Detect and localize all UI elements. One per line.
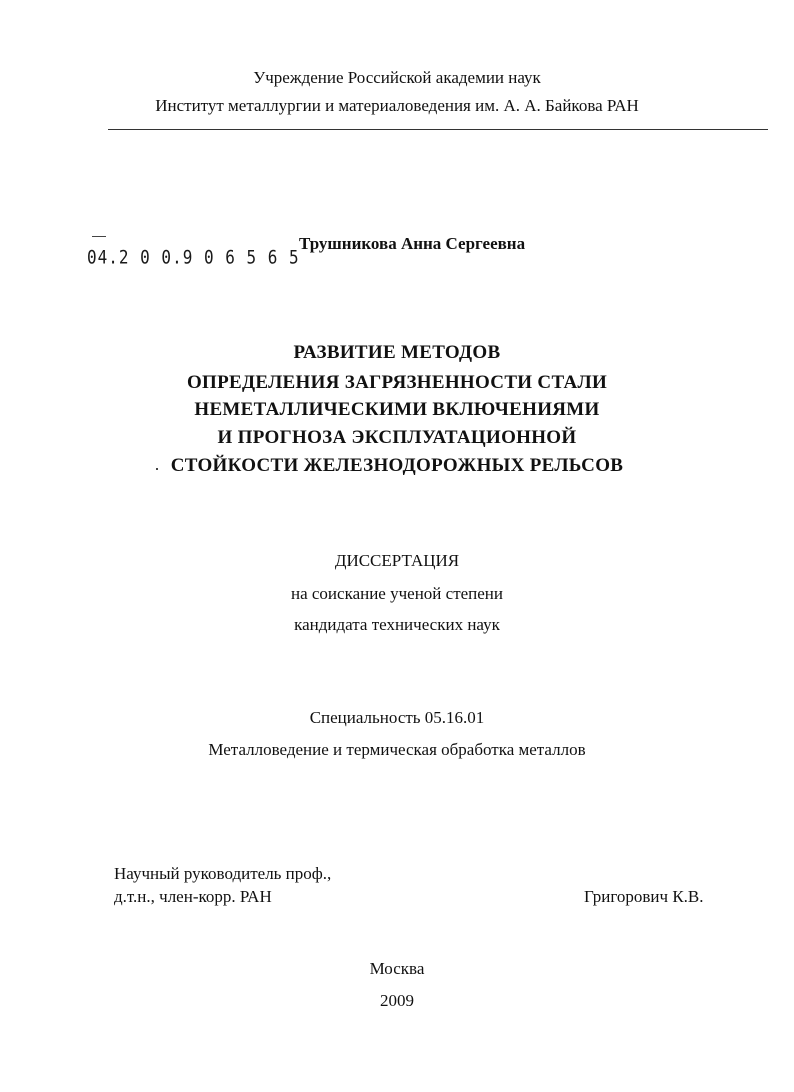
header-divider bbox=[108, 129, 768, 130]
title-line-5: СТОЙКОСТИ ЖЕЛЕЗНОДОРОЖНЫХ РЕЛЬСОВ bbox=[170, 455, 624, 476]
title-line-4: И ПРОГНОЗА ЭКСПЛУАТАЦИОННОЙ bbox=[217, 427, 577, 448]
supervisor-name: Григорович К.В. bbox=[584, 887, 704, 906]
institution-line-1: Учреждение Российской академии наук bbox=[253, 68, 541, 87]
title-line-1: РАЗВИТИЕ МЕТОДОВ bbox=[293, 342, 501, 363]
work-type-label: ДИССЕРТАЦИЯ bbox=[334, 551, 460, 570]
archive-stamp-number: 04.2 0 0.9 0 6 5 6 5 bbox=[87, 246, 300, 268]
specialty-code: Специальность 05.16.01 bbox=[309, 708, 485, 727]
institution-line-2: Институт металлургии и материаловедения им. А. А. Байкова РАН bbox=[155, 96, 639, 115]
supervisor-title-line-2: д.т.н., член-корр. РАН bbox=[114, 887, 272, 906]
scan-speck bbox=[156, 468, 158, 470]
city: Москва bbox=[369, 959, 425, 978]
stamp-mark bbox=[92, 236, 106, 237]
degree-line-2: кандидата технических наук bbox=[294, 615, 500, 634]
year: 2009 bbox=[380, 991, 414, 1010]
degree-line-1: на соискание ученой степени bbox=[290, 584, 504, 603]
author-name: Трушникова Анна Сергеевна bbox=[299, 234, 526, 253]
specialty-name: Металловедение и термическая обработка металлов bbox=[208, 740, 586, 759]
supervisor-title-line-1: Научный руководитель проф., bbox=[114, 864, 332, 883]
title-line-2: ОПРЕДЕЛЕНИЯ ЗАГРЯЗНЕННОСТИ СТАЛИ bbox=[186, 372, 608, 393]
title-line-3: НЕМЕТАЛЛИЧЕСКИМИ ВКЛЮЧЕНИЯМИ bbox=[194, 399, 600, 420]
